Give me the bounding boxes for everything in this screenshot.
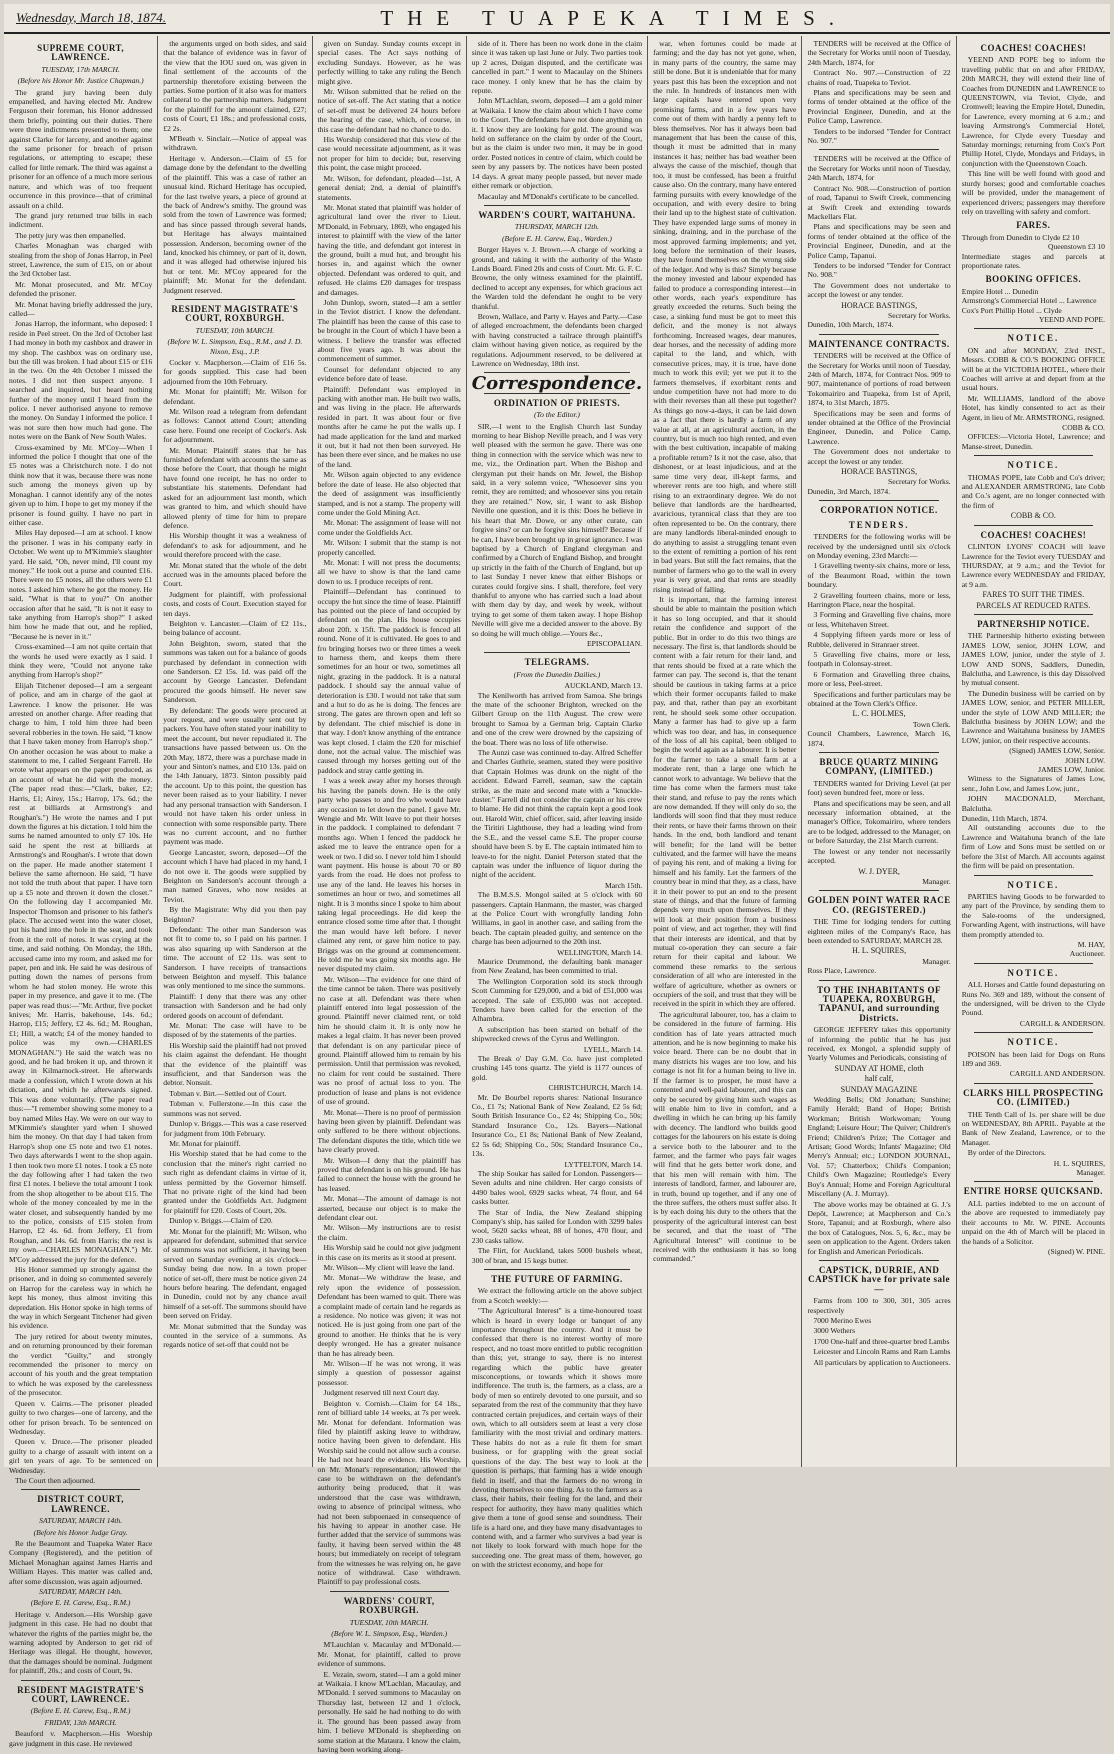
- office-line: Armstrong's Commercial Hotel ... Lawrence: [961, 296, 1097, 306]
- column-5: [648, 36, 802, 1467]
- divider: [819, 500, 938, 501]
- tender-item: 2 Gravelling fourteen chains, more or less, Harrington Place, near the hospital.: [807, 590, 951, 609]
- tender-notice: TENDERS will be received at the Office of the Secretary for Works until noon of Tuesday, 24th March, 1874, for: [807, 39, 951, 67]
- tender-notice: Plans and specifications may be seen and forms of tender obtained at the office of the Provincial Engineer, Dunedin, and at the Police Camp, Lawrence.: [807, 88, 951, 126]
- divider: [974, 614, 1093, 615]
- ad-heading: GOLDEN POINT WATER RACE CO. (REGISTERED.): [807, 895, 951, 915]
- article-paragraph: His Worship said the plaintiff had not proved his claim against the defendant. He thought that the evidence of the plaintiff was insufficient, and that Sanderson was the debtor. Nonsuit.: [163, 1040, 307, 1088]
- article-paragraph: Counsel for defendant objected to any evidence before date of lease.: [317, 364, 461, 384]
- article-paragraph: The jury retired for about twenty minutes, and on returning pronounced by their foreman the verdict "Guilty," and strongly recommended the prisoner to mercy on account of his youth and the great temptation to which he was exposed by the carelessness of the prosecutor.: [9, 1331, 153, 1398]
- notice-date: Dunedin, 11th March, 1874.: [961, 814, 1048, 824]
- section-heading: WARDENS' COURT, ROXBURGH.: [343, 1595, 435, 1616]
- article-paragraph: His Worship thought it was a weakness of defendant's to ask for adjournment, and he would therefore proceed with the case.: [163, 531, 307, 560]
- article-paragraph: Mr. Monat stated that plaintiff was holder of agricultural land over the river to Lieut. M'Donald, in February, 1869, who engaged his interest to plaintiff with the view of the latter having the title, and defendant got interest in the ground, built a mud hut, and brought his horses in, and against which the owner objected. Defendant was ordered to quit, and refused. He claims £20 damages for trespass and damages.: [317, 202, 461, 297]
- signature-name: (Signed) JAMES LOW, Senior.: [1009, 746, 1105, 756]
- office-line: Empire Hotel ... Dunedin: [961, 286, 1039, 296]
- section-heading: RESIDENT MAGISTRATE'S COURT, ROXBURGH.: [171, 303, 299, 324]
- tender-notice: Specifications and further particulars may be obtained at the Town Clerk's Office.: [807, 689, 951, 708]
- article-paragraph: John M'Lachlan, sworn, deposed—I am a gold miner at Waikaia. I know the claim about which I have come to the Court. The defendants have not done anything on it. I know they are looking for gold. The ground was held on sufferance on the claim by order of the Court, but as the claim is under two men, it may be in good order. Posted notices in centre of claim, which could be seen by any passers by. The notices have been posted 14 days. A great many people passed, but never made either remark or objection.: [471, 96, 643, 191]
- tender-notice: Contract No. 907.—Construction of 22 chains of road, Tuapeka to Teviot.: [807, 68, 951, 87]
- article-paragraph: "The Agricultural Interest" is a time-honoured toast which is heard in every lodge or banquet of any importance throughout the country. And it must be confessed that there is no interest worthy of more respect, and no toast more entitled to public recognition than this; yet, strange to say, there is no interest regarding which the public have greater misconceptions, or towards which it shows more indifference. The truth is, the farmers, as a class, are a body of men so entirely devoted to one pursuit, and so separated from the rest of the community that they have contracted certain prejudices, and certain ways of their own, which to all outsiders seem at least a very close familiarity with the most trivial and ordinary matters. These habits do not as a rule fit them for smart business, or for grappling with the great social questions of the day. The best way to look at the question is perhaps, that farming has a wide enough field in itself, and that the farmers do no wrong in devoting themselves to one thing. As to the farmers as a class, their habits, their feeling for the land, and their respect for authority, they have many qualities which give them a tone of good sense and soundness. Their life is a hard one, and they have many disadvantages to contend with, and a farmer who survives a bad year is not likely to look forward with much hope for the succeeding one. The great mass of them, however, go on with the strictest economy, and hope for: [471, 1306, 643, 1570]
- section-heading: WARDEN'S COURT, WAITAHUNA.: [478, 209, 636, 220]
- ad-heading: COACHES! COACHES!: [980, 43, 1087, 53]
- article-paragraph: Cross-examined—I am not quite certain that the words he used were exactly as I said. I think they were, "Could not anyone take anything from Harrop's shop?": [9, 642, 153, 680]
- article-paragraph: The Star of India, the New Zealand shipping Company's ship, has sailed for London with 3299 bales wool, 5620 sacks wheat, 88 of hones, 470 flour, and 230 casks tallow.: [471, 1207, 643, 1245]
- newspaper-page: [4, 4, 1110, 1754]
- ad-heading: NOTICE.: [1007, 879, 1060, 890]
- section-date: SATURDAY, MARCH 14th.: [39, 1516, 123, 1526]
- ad-text: YEEND AND POPE beg to inform the travelling public that on and after FRIDAY, 20th MARCH, they will extend their line of Coaches from DUNEDIN and LAWRENCE to QUEENSTOWN, via Teviot, Clyde, and Cromwell; leaving the Empire Hotel, Dunedin, for Lawrence, every morning at 6 a.m.; and leaving Armstrong's Commercial Hotel, Lawrence, for Clyde every Tuesday and Saturday mornings; returning from Cox's Port Phillip Hotel, Clyde, Mondays and Fridays, in conjunction with the Queenstown Coach.: [961, 55, 1105, 168]
- article-paragraph: Beighton v. Cornish.—Claim for £4 18s., rent of billiard table 14 weeks, at 7s per week. Mr. Monat for defendant. Information was filed by plaintiff asking leave to withdraw, notice having been given to defendant. His Worship said he could not allow such a course. He had not heard the evidence. His Worship, on Mr. Monat's representation, allowed the case to be withdrawn on the defendant's authority being produced, that it was understood that the case was withdrawn, owing to absence of principal witness, who had not been subpoenaed in consequence of his having to appear in another case. He further added that the service of summons was faulty, it having been served within the 48 hours; but immediately on receipt of telegram from the witnesses he was relying on, he gave notice of withdrawal. Case withdrawn. Plaintiff to pay professional costs.: [317, 1398, 461, 1587]
- column-1: [4, 36, 158, 1748]
- article-paragraph: Plaintiff: Defendant was employed in packing with another man. He built two walls, and was living in the place. He afterwards resided in part. It was about four or five months after he came he put the walls up. I had made application for the land and marked it out, but it had not then been surveyed. He has been there ever since, and he makes no use of the land.: [317, 384, 461, 469]
- ad-text: All outstanding accounts due to the Lawrence and Waitahuna branch of the late firm of Low and Sons must be settled on or before the 31st of March. All accounts against the firm will be paid on presentation.: [961, 823, 1105, 871]
- tender-notice: Specifications may be seen and forms of tender obtained at the Office of the Provincial Engineer, Dunedin, and Police Camp, Lawrence.: [807, 408, 951, 446]
- tender-item: 5 Gravelling five chains, more or less, footpath in Colonsay-street.: [807, 649, 951, 669]
- article-paragraph: Mr. Wilson—My client will leave the land.: [323, 1263, 455, 1272]
- article-paragraph: Mr. Monat—There is no proof of permission having been given by plaintiff. Defendant was only suffered to be there without objections. The defendant disputes the title, which title we have clearly proved.: [317, 1107, 461, 1155]
- article-paragraph: Defendant: The other man Sanderson was not fit to come to, so I paid on his partner. I was also squaring up with Sanderson at the time. The account of £2 11s. was sent to Sanderson. I have receipts of transactions between Beighton and myself. This balance was only mentioned to me since the summons.: [163, 924, 307, 991]
- article-paragraph: Mr. Monat having briefly addressed the jury, called—: [9, 299, 153, 318]
- divider: [974, 1181, 1093, 1182]
- article-paragraph: Mr. Monat for the plaintiff; Mr. Wilson, who appeared for defendant, submitted that service of summons was not sufficient, it having been served on Saturday evening at six o'clock—Sunday being due now. In a town proper notice of set-off, there must be notice given 24 hours before hearing. The defendant, engaged in Dunedin, could not by any chance avail himself of a set-off. The summons should have been served on Friday.: [163, 1226, 307, 1321]
- article-paragraph: Mr. Monat for plaintiff; Mr. Wilson for defendant.: [163, 387, 307, 406]
- ad-text: By order of the Directors.: [967, 1148, 1046, 1158]
- signature-title: Manager.: [1076, 1168, 1105, 1178]
- section-subheading: (Before W. L. Simpson, Esq., R.M., and J. D. Nixon, Esq., J.P.: [167, 337, 303, 356]
- letter-signature: EPISCOPALIAN.: [586, 638, 643, 648]
- article-paragraph: The Court then adjourned.: [15, 1475, 96, 1485]
- section-subheading: (From the Dunedin Dailies.): [513, 669, 601, 679]
- section-date: FRIDAY, 13th MARCH.: [44, 1717, 117, 1727]
- signature-name: JAMES LOW, Junior.: [1038, 765, 1105, 775]
- dateline: WELLINGTON, March 14.: [557, 947, 643, 957]
- tender-notice: TENDERS wanted for Driving Level (at per foot) seven hundred feet, more or less.: [807, 778, 951, 798]
- article-paragraph: Dunlop v. Briggs.—This was a case reserved for judgment from 10th February.: [163, 1119, 307, 1138]
- ad-item: 1700 One-half and three-quarter bred Lambs: [813, 1336, 950, 1346]
- article-paragraph: Cross-examined by Mr. M'Coy—When I informed the police I thought that one of the £5 notes was a Christchurch note. I do not think now that it was, because there was none such among the moneys given up by Monaghan. I cannot identify any of the notes given up to him. I hope to get my money if the prisoner is found guilty. I have no part in either case.: [9, 442, 153, 527]
- tender-notice: Contract No. 908.—Construction of portion of road, Tapanui to Swift Creek, commencing at Swift Creek and extending towards Mackellars Flat.: [807, 183, 951, 221]
- article-paragraph: war, when fortunes could be made at farming; and the day has not yet gone, when, in many parts of the country, the same may still be done. But it is undeniable that for many years past this has been the exception and not the rule. In hundreds of instances men with large capitals have entered upon very promising farms, and in a few years have come out of them with hardly a penny left to bless themselves. Nor has it always been bad management that has been the cause of this, though it must be admitted that in many instances it has; neither has bad weather been always the cause of the mischief, though that too, it must be confessed, has been a fruitful cause also. On the contrary, many have entered farming pursuits with every knowledge of the occupation, and with every desire to bring their land up to the highest state of cultivation. They have expended large sums of money in sinking, draining, and in the purchase of the most approved farming implements; and yet, long before the termination of their leases, they have found themselves on the wrong side of the ledger. And why is this? Simply because the money invested and labour expended has failed to produce a corresponding interest—in other words, each year's expenditure has greatly exceeded the returns. Such being the case, a sinking fund must be got to meet this deficit, and the money is not always forthcoming. Increased wages, dear manures, dear horses, and the necessity of adding more capital to the land, and which, with consecutive prices, may, it is true, have done much to work this evil; yet we put it to the farmers themselves, if exorbitant rents and undue competition have not had more to do with their reverses than all these put together? As things go now-a-days, it can be laid down as a fact that there is hardly a farm of any value at all, at an agricultural auction, in the country, but is much too high rented, and even with the best cultivation, incapable of making a profitable return? Is it not the case, also, that dishonest, or at least injudicious, and at the same time very dear, ill-kept farms, and wherever rents are too high, and where still rising to an extraordinary degree. We do not believe that landlords are the hardhearted, avaricious, tyrannical class that they are too often represented to be. On the contrary, there are many landlords liberal-minded enough to do anything to assist a struggling tenant even to the extent of remitting a portion of his rent in bad years. But still the fact remains, that the number of farmers who go to the wall in every year is very great, and that rents are steadily rising instead of falling.: [653, 39, 797, 594]
- signature-name: HORACE BASTINGS,: [841, 467, 918, 477]
- article-paragraph: The petty jury was then empanelled.: [15, 230, 126, 240]
- ad-text: THE Tenth Call of 1s. per share will be due on WEDNESDAY, 8th APRIL. Payable at the Bank of New Zealand, Lawrence, or to the Manager.: [961, 1109, 1105, 1147]
- fare-line: Through from Dunedin to Clyde £2 10: [961, 232, 1080, 242]
- signature-name: L. C. HOLMES,: [852, 709, 906, 719]
- divider: [21, 1680, 140, 1681]
- ad-heading: CAPSTICK, DURRIE, AND CAPSTICK have for private sale—: [808, 1264, 950, 1294]
- ad-item: FARES TO SUIT THE TIMES.: [982, 590, 1085, 600]
- ad-text: The above works may be obtained at G. J.'s Depôt, Lawrence; at Macpherson and Co.'s Store, Tapanui; and at Roxburgh, where also the box of Catalogues, Nos. 5, 6, &c., may be seen on application to the Agent. Orders taken for English and American Periodicals.: [807, 1199, 951, 1256]
- divider: [819, 334, 938, 335]
- ad-heading: TENDERS.: [848, 519, 910, 530]
- signature-name: COBB & CO.: [1010, 511, 1056, 521]
- signature-name: W. J. DYER,: [858, 866, 900, 876]
- article-paragraph: the arguments urged on both sides, and said that the balance of evidence was in favor of the view that the IOU sued on, was given in final settlement of the accounts of the partnership theretofore existing between the parties. Some portion of it also was for matters collateral to the partnership matters. Judgment for the plaintiff for the amount claimed, £27; costs of Court, £1 18s.; and professional costs, £2 2s.: [163, 39, 307, 133]
- divider: [974, 328, 1093, 329]
- article-paragraph: Mr. Monat: Plaintiff states that he has furnished defendant with accounts the same as those before the Court, that though he might have found one receipt, he has no order to substantiate his statements. Defendant had asked for an adjournment last month, which was granted to him, and which should have allowed plenty of time for him to prepare defence.: [163, 445, 307, 530]
- section-heading: SUPREME COURT, LAWRENCE.: [37, 43, 125, 63]
- divider: [819, 149, 938, 150]
- article-paragraph: The Break o' Day G.M. Co. have just completed crushing 145 tons quartz. The yield is 1177 ounces of gold.: [471, 1054, 643, 1082]
- article-paragraph: Dunlop v. Briggs.—Claim of £20.: [169, 1216, 273, 1226]
- signature-title: Manager.: [922, 956, 951, 966]
- divider: [819, 980, 938, 981]
- section-subheading: (Before E. H. Carew, Esq., R.M.): [30, 1706, 131, 1716]
- tender-notice: Tenders to be indorsed "Tender for Contract No. 908.": [807, 260, 951, 280]
- article-paragraph: Beighton v. Lancaster.—Claim of £2 11s., being balance of account.: [163, 618, 307, 638]
- section-date: SATURDAY, MARCH 14th.: [39, 1587, 123, 1596]
- ad-text: The Dunedin business will be carried on by JAMES LOW, senior, and PETER MILLER, under the style of LOW AND MILLER; the Balclutha business by JOHN LOW; and the Lawrence and Waitahuna business by JAMES LOW, junior, on their respective accounts.: [961, 688, 1105, 745]
- ad-heading: MAINTENANCE CONTRACTS.: [808, 338, 950, 349]
- divider: [819, 1260, 938, 1261]
- article-paragraph: M'Lauchlan v. Macaulay and M'Donald.—Mr. Monat, for plaintiff, called to prove evidence of summons.: [317, 1640, 461, 1669]
- tender-notice: The Government does not undertake to accept the lowest or any tender.: [807, 280, 951, 300]
- column-4: [467, 36, 648, 1570]
- article-paragraph: Beauford v. Macpherson.—His Worship gave judgment in this case. He reviewed: [9, 1729, 153, 1748]
- signature-name: H. L. SQUIRES,: [852, 946, 907, 956]
- ad-text: Wedding Bells; Old Jonathan; Sunshine; Family Herald; Band of Hope; British Workman; British Workwoman; Young England; Leisure Hour; The Quiver; Children's Friend; Children's Prize; The Cottager and Artisan; Good Words; Infants' Magazine; Old Merry's Annual; etc.; LONDON JOURNAL, Vol. 57; Chatterbox; Child's Companion; Child's Own Magazine; Routledge's Every Boy's Annual; Home and Foreign Agricultural Miscellany (A. J. Murray).: [807, 1095, 951, 1199]
- tender-item: 4 Supplying fifteen yards more or less of Rubble, delivered in Stranraer street.: [807, 630, 951, 649]
- ad-item: SUNDAY AT HOME, cloth: [834, 1063, 924, 1073]
- article-paragraph: Mr. Monat stated that the whole of the debt accrued was in the amounts placed before the Court.: [163, 560, 307, 589]
- section-heading: RESIDENT MAGISTRATE'S COURT, LAWRENCE.: [17, 1684, 145, 1705]
- article-paragraph: Heritage v. Anderson.—His Worship gave judgment in this case. He had no doubt that whatever the rights of the parties might be, the warning adopted by Anderson to get rid of Heritage was illegal. He thought, however, that the damages should be nominal. Judgment for plaintiff, 20s.; and costs of Court, 9s.: [9, 1609, 153, 1676]
- article-paragraph: The Kenilworth has arrived from Samoa. She brings the mate of the schooner Brighton, wrecked on the Gilbert Group on the 11th August. The crew were brought to Samoa by a German brig. Captain Clarke and one of the crew were drowned by the capsizing of the boat. There was no loss of life otherwise.: [471, 690, 643, 747]
- signature-name: YEEND AND POPE.: [1038, 314, 1105, 324]
- article-paragraph: Heritage v. Anderson.—Claim of £5 for damage done by the defendant to the dwelling of the plaintiff. This was a case of rather an unusual kind. Richard Heritage has occupied, for the last twelve years, a piece of ground at the back of Andrew's smithy. The ground was sold from the town of Lawrence was formed; and has since passed through several hands, but Heritage has always maintained possession. Anderson, becoming owner of the land, knocked his chimney, or part of it, down, and it was alleged had otherwise injured his hut or tent. Mr. M'Coy appeared for the plaintiff; Mr. Monat for the defendant. Judgment reserved.: [163, 153, 307, 295]
- ad-text: PARTIES having Goods to be forwarded to any part of the Province, by sending them to the Sale-rooms of the undersigned, Forwarding Agent, with instructions, will have them promptly attended to.: [961, 891, 1105, 939]
- ad-heading: NOTICE.: [1007, 967, 1060, 978]
- article-paragraph: We extract the following article on the above subject from a Scotch weekly:—: [471, 1286, 643, 1305]
- article-paragraph: Mr. Wilson—The evidence for one third of the time cannot be taken. There was positively no case at all. Defendant was there when plaintiff entered into legal possession of the ground. Plaintiff never claimed rent, or told him he should claim it. It is only now he makes a legal claim. It has never been proved that defendant is on any particular piece of ground. Plaintiff allowed him to remain by his permission. Until that permission was revoked, no claim for rent could be sustained. There was no proof of actual loss to you. The production of lease and plans is not evidence of use of ground.: [317, 974, 461, 1107]
- article-paragraph: Mr. Monat for plaintiff.: [169, 1138, 241, 1148]
- divider: [819, 890, 938, 891]
- section-date: TUESDAY, 10th MARCH.: [349, 1617, 429, 1627]
- article-paragraph: The ship Soukar has sailed for London. Passengers—Seven adults and nine children. Her cargo consists of 4490 bales wool, 6929 sacks wheat, 74 flour, and 64 casks butter.: [471, 1168, 643, 1207]
- signature-title: Secretary for Works.: [887, 310, 951, 320]
- article-paragraph: Mr. Wilson—If he was not wrong, it was simply a question of possessor against possessor.: [317, 1359, 461, 1387]
- ad-text: THOMAS POPE, late Cobb and Co's driver; and ALEXANDER ARMSTRONG, late Cobb and Co.'s agent, are no longer connected with the firm of: [961, 472, 1105, 510]
- tender-item: 1 Gravelling twenty-six chains, more or less, of the Beaumont Road, within the town boundary.: [807, 561, 951, 590]
- article-paragraph: His Worship stated that he had come to the conclusion that the miner's right carried no such right as defendant claims in virtue of it, unless permitted by the Governor himself. That no private right of the kind had been granted under the Goldfields Act. Judgment for plaintiff for £20. Costs of Court, 20s.: [163, 1149, 307, 1215]
- ad-item: PARCELS AT REDUCED RATES.: [976, 600, 1091, 610]
- ad-text: THE Partnership hitherto existing between JAMES LOW, senior, JOHN LOW, and JAMES LOW, junior, under the style of J. LOW AND SONS, Saddlers, Dunedin, Balclutha, and Lawrence, is this day Dissolved by mutual consent.: [961, 631, 1105, 688]
- divider: [819, 752, 938, 753]
- article-paragraph: Maurice Drummond, the defaulting bank manager from New Zealand, has been committed to trial.: [471, 956, 643, 976]
- article-paragraph: By defendant: The goods were procured at your request, and were usually sent out by packers. You have often stated your inability to meet the account, but never repudiated it. The transactions have passed between us. On the 20th May, 1872, there was a purchase made in your and Sinton's names, and £10 13s. paid on the 14th January, 1873. Sinton possibly paid the account. Up to this point, the question has never been raised as to your liability. I never had any personal transaction with Sanderson. I would not have taken his order unless in connection with some responsible party. There was no current account, and no further payment was made.: [163, 705, 307, 847]
- article-paragraph: Jonas Harrop, the informant, who deposed: I reside in Peel street. On the 3rd of October last I had money in both my cashbox and drawer in my shop. The cashbox was on ordinary use, but the till was broken. I had about £15 or £16 in the two. On the 4th October I missed the notes. I did not then suspect anyone. I searched and inquired, but heard nothing further of the money until I heard from the police. I never authorised anyone to remove the money. On Sunday I informed the police. I was not sure then how much had gone. The notes were on the Bank of New South Wales.: [9, 319, 153, 442]
- divider: [974, 1032, 1093, 1033]
- tender-notice: Plans and specifications may be seen and forms of tender obtained at the office of the Provincial Engineer, Dunedin, and at the Police Camp, Tapanui.: [807, 222, 951, 260]
- signature-name: (Signed) W. PINE.: [1048, 1246, 1105, 1256]
- ad-item: 7000 Merino Ewes: [813, 1315, 872, 1325]
- article-paragraph: His Honor summed up strongly against the prisoner, and in doing so commented severely on Harrop for the careless way in which he kept his money, thus almost inviting this depredation. His Honor spoke in high terms of the way in which Sergeant Titchener had given his evidence.: [9, 1265, 153, 1331]
- column-3: [313, 36, 467, 1754]
- ad-text: ON and after MONDAY, 23rd INST., Messrs. COBB & CO.'S BOOKING OFFICE will be at the VICTORIA HOTEL, where their Coaches will arrive at and depart from at the usual hours.: [961, 345, 1105, 393]
- article-paragraph: The Flirt, for Auckland, takes 5000 bushels wheat, 300 of bran, and 15 kegs butter.: [471, 1246, 643, 1265]
- ad-heading: FARES.: [1016, 220, 1051, 231]
- ad-heading: NOTICE.: [1007, 460, 1060, 471]
- correspondence-heading: Correspondence.: [471, 373, 643, 395]
- tender-item: 6 Formation and Gravelling three chains, more or less, Peel-street.: [807, 669, 951, 689]
- letter-heading: ORDINATION OF PRIESTS.: [493, 397, 621, 408]
- signature-name: COBB & CO.: [1062, 423, 1105, 433]
- tender-notice: The Government does not undertake to accept the lowest or any tender.: [807, 447, 951, 466]
- article-paragraph: E. Vezain, sworn, stated—I am a gold miner at Waikaia. I know M'Lachlan, Macaulay, and M'Donald. I served summons to Macaulay on Thursday last, between 12 and 1 o'clock, personally. He said he had nothing to do with it. The ground has been passed away from him. I believe M'Donald is shepherding on some station at the Mataura. I know the claim, having been working along-: [317, 1669, 461, 1754]
- article-paragraph: Tobman v. Birt.—Settled out of Court.: [169, 1088, 287, 1098]
- letter-subheading: (To the Editor.): [534, 410, 580, 420]
- office-line: Cox's Port Phillip Hotel ... Clyde: [961, 305, 1062, 315]
- masthead: [4, 4, 1110, 34]
- divider: [974, 1083, 1093, 1084]
- ad-heading: BRUCE QUARTZ MINING COMPANY, (LIMITED.): [819, 757, 939, 777]
- ad-text: GEORGE JEFFERY takes this opportunity of informing the public that he has just received, ex Mongol, a splendid supply of Yearly Volumes and Periodicals, consisting of: [807, 1025, 951, 1063]
- fare-line: Queenstown £3 10: [1048, 242, 1105, 252]
- article-paragraph: Mr. Wilson again objected to any evidence before the date of lease. He also objected that the deed of assignment was insufficiently stamped, and is not a stamp. The property will come under the Gold Mining Act.: [317, 470, 461, 517]
- article-paragraph: Judgment for plaintiff, with professional costs, and costs of Court. Execution stayed for ten days.: [163, 589, 307, 618]
- article-paragraph: John Dunlop, sworn, stated—I am a settler in the Teviot district. I know the defendant. The plaintiff has been the cause of this case to be brought in the Court of which I have been a witness. I believe the transfer was effected about five years ago. It was about the commencement of summer.: [317, 297, 461, 364]
- article-paragraph: Re the Beaumont and Tuapeka Water Race Company (Registered), and the petition of Michael Monaghan against James Harris and William Hayes. This matter was called and, after some discussion, was again adjourned.: [9, 1538, 153, 1586]
- article-paragraph: The agricultural labourer, too, has a claim to be considered in the future of farming. His condition has of late years attracted much attention, and he is now beginning to make his voice heard. There can be no doubt that in many districts his wages are too low, and his cottage is not fit for a human being to live in. If the farmer is to prosper, he must have a contented and well-paid labourer, and this can only be secured by giving him such wages as will enable him to live in comfort, and a dwelling in which he can bring up his family with decency. The landlord who builds good cottages for the labourers on his estate is doing a service both to the labourer and to the farmer, and the farmer who pays fair wages will find that he gets better work done, and that his men will remain with him. The interests of landlord, farmer, and labourer are, in truth, bound up together, and if any one of the three suffers, the others must suffer also. It is by each doing his duty to the others that the prosperity of the agricultural interest can best be secured, and that the toast of "The Agricultural Interest" will continue to be received with the enthusiasm it has so long commanded.": [653, 1009, 797, 1264]
- section-date: TUESDAY, 10th MARCH.: [195, 325, 275, 335]
- article-paragraph: Mr. Monat: The case will have to be disposed of by the statements of the parties.: [163, 1021, 307, 1040]
- ad-text: Witness to the Signatures of James Low, senr., John Low, and James Low, junr.,: [961, 774, 1105, 793]
- tender-notice: Tenders to be indorsed "Tender for Contract No. 907.": [807, 126, 951, 146]
- section-heading: DISTRICT COURT, LAWRENCE.: [37, 1494, 125, 1514]
- signature-name: H. L. SQUIRES,: [1053, 1158, 1105, 1168]
- section-subheading: (Before E. H. Carew, Esq., Warden.): [502, 233, 612, 243]
- ad-item: Leicester and Lincoln Rams and Ram Lambs: [813, 1347, 951, 1357]
- section-subheading: (Before E. H. Carew, Esq., R.M.): [30, 1598, 131, 1608]
- ad-item: 3000 Wethers: [813, 1326, 856, 1336]
- article-paragraph: His Worship said he could not give judgment in this case on its merits as it stood at present.: [317, 1243, 461, 1262]
- article-paragraph: By the Magistrate: Why did you then pay Beighton?: [163, 905, 307, 924]
- ad-heading: NOTICE.: [1007, 333, 1060, 344]
- signature-name: CARGILL AND ANDERSON.: [1009, 1069, 1105, 1079]
- ad-text: This line will be well found with good and sturdy horses; good and comfortable coaches will be provided, under the management of experienced drivers; passengers may therefore rely on travelling with safety and comfort.: [961, 169, 1105, 216]
- article-paragraph: Mr. Wilson—My instructions are to resist the claim.: [317, 1223, 461, 1242]
- article-paragraph: side of it. There has been no work done in the claim since it was taken up last June or July. Two parties took up 2 acres, Duigan disputed, and the certificate was cancelled in part." I went to Macaulay on the Shiners race money. I only knew that he has the claim by repute.: [471, 39, 643, 96]
- column-7: [957, 36, 1110, 1467]
- section-subheading: (Before W. L. Simpson, Esq., Warden.): [331, 1629, 448, 1639]
- ad-text: ALL Horses and Cattle found depasturing on Runs No. 369 and 189, without the consent of the undersigned, will be driven to the Clyde Pound.: [961, 980, 1105, 1018]
- section-date: TUESDAY, 17th MARCH.: [41, 64, 120, 74]
- notice-date: Dunedin, 10th March, 1874.: [807, 320, 894, 330]
- divider: [484, 1269, 630, 1270]
- article-paragraph: Mr. De Bourbel reports shares: National Insurance Co., £1 7s; National Bank of New Zealand, £2 5s 6d; South British Insurance Co., £2 4s; Shipping Co., 50s; Standard Insurance Co., 12s. Bayers—National Insurance Co., £1 8s; National Bank of New Zealand, £2 5s 6d; Shipping Co., 50s; Standard Insurance Co., 13s.: [471, 1092, 643, 1159]
- tender-notice: TENDERS will be received at the Office of the Secretary for Works until noon of Tuesday, 24th of March, 1874, for Contract Nos. 909 to 907, maintenance of portions of road between Tokomairiro and Tuapeka, from 1st of April, 1874, to 31st March, 1875.: [807, 351, 951, 408]
- signature-title: Secretary for Works.: [887, 477, 951, 487]
- ad-item: SUNDAY MAGAZINE: [840, 1084, 918, 1094]
- letter-paragraph: SIR,—I went to the English Church last Sunday morning to hear Bishop Neville preach, and I was very well pleased with the sermon he gave. There was one thing in connection with the service which was new to me, viz., the Ordination part. When the Bishop and clergyman put their hands on Mr. Jewel, the Bishop said, in a very solemn voice, "Whosoever sins you remit, they are remitted; and whosoever sins you retain they are retained." Now, sir, I want to ask Bishop Neville one question, and it is this: Does he believe in his heart that Mr. Dowe, or any other curate, can forgive sins? or can he forgive sins himself? Because if he can, I have been brought up in great ignorance. I was baptised by a Church of England clergyman and confirmed by a Church of England Bishop, and brought up strictly in the faith of the Church of England, but up to last Sunday I never knew that either Bishops or curates could forgive sins. I shall, therefore, feel very thankful to anyone who has carried such a load about with them day by day, and week by week, without trying to get some of them taken away. I hope Bishop Neville will give me a decided answer to the above. By so doing he will much oblige.—Yours &c.,: [471, 421, 643, 638]
- divider: [974, 455, 1093, 456]
- notice-date: Ross Place, Lawrence.: [807, 966, 877, 976]
- signature-name: M. HAY,: [1077, 939, 1105, 949]
- article-paragraph: M'Beath v. Sinclair.—Notice of appeal was withdrawn.: [163, 134, 307, 153]
- signature-name: HORACE BASTINGS,: [841, 300, 918, 310]
- dateline: AUCKLAND, March 13.: [564, 681, 643, 691]
- divider: [484, 205, 630, 206]
- ad-heading: TO THE INHABITANTS OF TUAPEKA, ROXBURGH, TAPANUI, and surrounding Districts.: [817, 984, 941, 1023]
- ad-item: half calf,: [864, 1074, 894, 1084]
- dateline: LYELL, March 14.: [583, 1044, 643, 1054]
- ad-text: OFFICES:—Victoria Hotel, Lawrence; and Manse-street, Dunedin.: [961, 432, 1105, 451]
- article-paragraph: Mr. Monat prosecuted, and Mr. M'Coy defended the prisoner.: [9, 279, 153, 299]
- article-paragraph: It is important, that the farming interest should be able to maintain the position which it has so long occupied, and that it should retain the confidence and support of the public. But in order to do this two things are necessary. The first is, that landlords should be content with a fair return for their land, and that rents should be fixed at a rate which the farmer can pay. The second is, that the tenant should be cautious in taking farms at a price which their former occupants failed to make pay, and that, rather than pay an exorbitant rent, he should seek some other occupation. Many a farmer has had to give up a farm which was too dear, and has, in consequence of the loss of all his capital, been obliged to begin the world again as a labourer. It is better for the farmer to take a small farm at a moderate rent, than a large one which he cannot work to advantage. We believe that the time has come when the farmers must take their stand, and refuse to pay the rents which are now demanded. If they will only do so, the landlords will soon find that they must reduce their rents, or have their farms thrown on their hands. In the end, both landlord and tenant will benefit; for the land will be better cultivated, and the farmer will have the means of paying his rent, and of making a living for himself and his family. Let the farmers of the country bear in mind that they, as a class, have it in their power to put an end to the present state of things, and that the future of farming depends very much upon themselves. If they will look at their position from a business point of view, and act together, they will find that their interests are identical, and that by mutual co-operation they can secure a fair return for their capital and labour. We commend these remarks to the serious consideration of all who are interested in the welfare of agriculture, whether as owners or occupiers of the soil, and trust that they will be received in the spirit in which they are offered.: [653, 594, 797, 1009]
- dateline: CHRISTCHURCH, March 14.: [548, 1083, 643, 1093]
- article-paragraph: Miles Hay deposed—I am at school. I know the prisoner. I was in his company early in October. We went up to M'Kimmie's slaughter yard. He said, "Oh, never mind, I'll count my money." He took out a purse and counted £16. There were no £5 notes, all the others were £1 notes. I asked him where he got the money. He said, "What is that to you?" On another occasion after that he said, "It is not it easy to take anything from Harrop's shop?" I asked him how he made that out, and he replied, "Because he is never in it.": [9, 528, 153, 641]
- notice-date: Council Chambers, Lawrence, March 16, 1874.: [807, 729, 951, 748]
- article-paragraph: Mr. Monat—The amount of damage is not asserted, because our object is to make the defendant clear out.: [317, 1194, 461, 1222]
- signature-title: Town Clerk.: [912, 719, 951, 729]
- article-paragraph: John Beighton, sworn, stated that the summons was taken out for a balance of goods purchased by defendant in connection with one Sanderson. £2 15s. 1d. was paid off the account by George Lancaster. Defendant procured the goods himself. He never saw Sanderson.: [163, 638, 307, 705]
- divider: [21, 1489, 140, 1490]
- article-paragraph: His Worship considered that this view of the case would necessitate adjournment, as it was not proper for him to decide; but, reserving this point, the case might proceed.: [317, 135, 461, 173]
- article-paragraph: Plaintiff—Defendant has continued to occupy the hut since the time of lease. Plaintiff has pointed out the piece of land occupied by defendant on the plan. His house occupies about 20ft. x 15ft. The paddock is fenced all round. None of it is cultivated. He goes to and fro bringing horses two or three times a week to harness them, and keeps them there sometimes for an hour or two, sometimes all night, grazing in the paddock. It is a natural paddock. I should say the annual value of deterioration is £30. I would not take that sum and a hut to do as he is doing. The fences are strong. The gates are thrown open and left so by defendant. The chief mischief is done in that way. I don't know anything of the entrance was kept closed. I claim the £20 for mischief done, not the actual value. The mischief was caused through my horses getting out of the paddock and stray cattle getting in.: [317, 587, 461, 775]
- article-paragraph: Mr. Monat submitted that the Sunday was counted in the service of a summons. As regards notice of set-off that could not be: [163, 1321, 307, 1350]
- newspaper-title: THE TUAPEKA TIMES.: [380, 5, 848, 30]
- article-paragraph: Mr. Wilson submitted that he relied on the notice of set-off. The Act stating that a notice of set-off must be delivered 24 hours before the hearing of the case, which, of course, in this case the defendant had no chance to do.: [317, 87, 461, 134]
- ad-heading: COACHES! COACHES!: [980, 529, 1087, 540]
- section-subheading: (Before his Honor Mr. Justice Chapman.): [17, 76, 144, 86]
- signature-title: Auctioneer.: [1069, 949, 1105, 959]
- ad-text: CLINTON LYONS' COACH will leave Lawrence for the Teviot every TUESDAY and THURSDAY, at 9 a.m.; and the Teviot for Lawrence every WEDNESDAY and FRIDAY, at 9 a.m.: [961, 542, 1105, 589]
- article-paragraph: Macaulay and M'Donald's certificate to be cancelled.: [477, 191, 639, 201]
- article-paragraph: Cocker v. Macpherson.—Claim of £16 5s. for goods supplied. This case had been adjourned from the 10th February.: [163, 358, 307, 386]
- article-paragraph: I was a week away after my horses through his having the panels down. He is the only party who passes to and fro who would have any occasion to let down the panel. I gave Mr. Wengie and Mr. Wilt leave to put their horses in the paddock. I complained to defendant 7 months ago. When I fenced the paddock he asked me to leave the entrance open for a week or two. I did so. I never told him I should want payment. His house is about 70 or 80 yards from the road. He does not profess to use any of the land. He leaves his horses in sometimes an hour or two, and sometimes all night. It is 3 months since I spoke to him about taking legal proceedings. He did keep the entrance closed some time after that. I thought the man would have left before. I never claimed any rent, or gave him notice to pay. Briggs was on the ground at commencement. He told me he was going six months ago. He never disputed my claim.: [317, 776, 461, 974]
- dateline: March 15th.: [605, 880, 643, 890]
- columns: [4, 36, 1110, 1754]
- notice-date: Dunedin, 3rd March, 1874.: [807, 486, 891, 496]
- tender-item: 3 Forming and Gravelling five chains, more or less, Whitehaven Street.: [807, 610, 951, 629]
- ad-text: POISON has been laid for Dogs on Runs 189 and 369.: [961, 1049, 1105, 1068]
- ad-text: Mr. WILLIAMS, landlord of the above Hotel, has kindly consented to act as their Agent, in lieu of Mr. ARMSTRONG, resigned.: [961, 393, 1105, 422]
- article-paragraph: Mr. Monat: The assignment of lease will not come under the Goldfields Act.: [317, 518, 461, 537]
- article-paragraph: Mr. Wilson—I deny that the plaintiff has proved that defendant is on his ground. He has failed to connect the house with the ground he has leased.: [317, 1155, 461, 1193]
- dateline: LYTTELTON, March 14.: [564, 1159, 643, 1169]
- signature-name: CARGILL & ANDERSON.: [1019, 1018, 1105, 1028]
- tender-notice: Plans and specifications may be seen, and all necessary information obtained, at the manager's Office, Tokomairiro, where tenders are to be lodged, addressed to the Manager, on or before Saturday, the 21st March current.: [807, 798, 951, 846]
- ad-text: All particulars by application to Auctioneers.: [813, 1357, 951, 1367]
- article-paragraph: Tobman v. Fullerstone.—In this case the summons was not served.: [163, 1099, 307, 1118]
- tender-notice: TENDERS will be received at the Office of the Secretary for Works until noon of Tuesday, 24th March, 1874, for: [807, 154, 951, 183]
- ad-heading: BOOKING OFFICES.: [985, 274, 1082, 285]
- section-date: THURSDAY, MARCH 12th.: [514, 222, 600, 232]
- article-paragraph: A subscription has been started on behalf of the shipwrecked crews of the Cyrus and Wellington.: [471, 1024, 643, 1044]
- issue-date: Wednesday, March 18, 1874.: [16, 10, 166, 25]
- article-paragraph: Plaintiff: I deny that there was any other transaction with Sanderson and he had only ordered goods on account of defendant.: [163, 991, 307, 1020]
- article-paragraph: Elijah Titchener deposed—I am a sergeant of police, and am in charge of the gaol at Lawrence. I know the prisoner. He was arrested on another charge. After reading that charge to him, I told him three had been several robberies in the town. He said, "I know that I have taken money from Harrop's shop." On another occasion he was about to make a statement to me, I called Sergeant Farrell. He wrote what appears on the paper produced, as an account of what he did with the money. (The paper read thus:—"Clark, baker, £2; Harris, £1; Airey, 15s.; Harrop, 17s. 6d.; the rest at billiards at Armstrong's and Roughan's.") He wrote the names and I put down the figures at his dictation. I told him the sums he named amounted to only £7 10s. He said he spent the rest at billiards at Armstrong's and Roughan's. I wrote that down on the paper. He made another statement I believe the same afternoon. He said, "I have not told the truth about that paper. I have torn up a £5 note and thrown it down the closet." On the following day I accompanied Mr. Inspector Thomson and prisoner to his father's place. The accused went into the water closet, put his hand into the hole in the seat, and took from it the roll of notes. It was crying at the time, and said nothing. On Monday, the 18th, accused came into my room, and asked me for paper, pen and ink. He said he was desirous of putting down the names of persons from whom he had stolen money. He wrote this paper in my presence, and gave it to me. (The paper was read thus:—"Mr. Arthur, five pocket knives; Mr. Harris, bakehouse, 14s. 6d.; Harrop, £15; Jeffery, £2 4s. 6d.; M. Roughan, £1; Hill, a watch; £4 of the money handed to police was my own.—CHARLES MONAGHAN.") He said the watch was no good, and he had broken it up, and thrown it away in Kilmarnock-street. He afterwards made a confession, which I wrote down at his dictation, and which he afterwards signed. This was done voluntarily. (The paper read thus:—"I remember showing some money to a boy named Miles Hay. We were on our way to M'Kimmie's slaughter yard when I showed him the money. On that day I had taken from Harrop's shop one £5 note and two £1 notes. Two days afterwards I went to the shop again. I then took two more £1 notes. I took a £5 note the day following after I had taken the two first £1 notes. I believe the total amount I took from the shop altogether to be about £15. The whole of the money concealed by me in the water closet, and subsequently handed by me to the police, consists of £15 stolen from Harrop, £2 4s. 6d. from Jeffery, £1 from Roughan, and 14s. 6d. from Harris; the rest is my own.—CHARLES MONAGHAN.") Mr. M'Coy addressed the jury for the defence.: [9, 680, 153, 1264]
- signature-title: Manager.: [922, 876, 951, 886]
- section-heading: TELEGRAMS.: [524, 657, 590, 668]
- article-paragraph: Mr. Wilson: I submit that the stamp is not properly cancelled.: [317, 538, 461, 557]
- article-paragraph: Queen v. Cairns.—The prisoner pleaded guilty to two charges—one of larceny, and the other for prison breach. To be sentenced on Wednesday.: [9, 1398, 153, 1436]
- divider: [974, 525, 1093, 526]
- column-2: [158, 36, 312, 1467]
- article-paragraph: Judgment reserved till next Court day.: [323, 1388, 440, 1398]
- ad-heading: CORPORATION NOTICE.: [820, 505, 938, 516]
- tender-notice: TENDERS for the following works will be received by the undersigned until six o'clock on Monday evening, 23rd March:—: [807, 532, 951, 560]
- ad-heading: NOTICE.: [1007, 1037, 1060, 1048]
- tender-notice: The lowest or any tender not necessarily accepted.: [807, 846, 951, 866]
- article-paragraph: Mr. Monat—We withdraw the lease, and rely upon the evidence of possession. Defendant has been warned to quit. There was a complaint made of certain land he regards as a residence. No notice was given; it was not noticed. He is just going from one part of the ground to another. He thinks that he is very deeply wronged. He has a greater nuisance than he has already been.: [317, 1273, 461, 1358]
- article-paragraph: The Wellington Corporation sold its stock through Scott Cumming for £29,000, and a bid of £51,000 was accepted. The sale of £35,000 was not accepted. Tenders have been called for the erection of the Alhambra.: [471, 976, 643, 1024]
- ad-text: JOHN MACDONALD, Merchant, Balclutha.: [961, 794, 1105, 813]
- divider: [175, 299, 294, 300]
- divider: [974, 875, 1093, 876]
- article-paragraph: Queen v. Druce.—The prisoner pleaded guilty to a charge of assault with intent on a girl ten years of age. To be sentenced on Wednesday.: [9, 1437, 153, 1475]
- ad-heading: CLARKS HILL PROSPECTING CO. (LIMITED.): [963, 1087, 1104, 1108]
- tender-notice: THE Time for lodging tenders for cutting eighteen miles of the Company's Race, has been extended to SATURDAY, MARCH 28.: [807, 917, 951, 945]
- article-paragraph: The B.M.S.S. Mongol sailed at 5 o'clock with 60 passengers. Captain Hanmann, the master, was charged at the Police Court with wrongfully landing John Williams, in gaol in another case, and sailing from the beach. The captain pleaded guilty, and sentence on the charge has been adjourned to the 20th inst.: [471, 890, 643, 947]
- signature-name: JOHN LOW.: [1065, 755, 1105, 765]
- ad-heading: PARTNERSHIP NOTICE.: [977, 618, 1090, 629]
- article-paragraph: Brown, Wallace, and Party v. Hayes and Party.—Case of alleged encroachment, the defendants been charged with having constructed a tailrace through plaintiff's claim without having given notice, as required by the regulations. Adjournment reserved, to be delivered at Lawrence on Wednesday, 18th inst.: [471, 311, 643, 368]
- article-paragraph: Burger Hayes v. J. Brown.—A charge of working a ground, and taking it with the authority of the Waste Lands Board. Fined 20s and costs of Court. Mr. G. F. C. Browne, the only witness examined for the plaintiff, declined to accept any expenses, for which gracious act the Warden told the defendant he ought to be very thankful.: [471, 245, 643, 311]
- article-paragraph: given on Sunday. Sunday counts except in special cases. The Act says nothing of excluding Sundays. However, as he was perfectly willing to take any ruling the Bench might give.: [317, 39, 461, 86]
- divider: [484, 652, 630, 653]
- ad-heading: ENTIRE HORSE QUICKSAND.: [963, 1186, 1103, 1197]
- divider: [974, 963, 1093, 964]
- divider: [330, 1591, 449, 1592]
- article-paragraph: The Aunzi case was continued to-day. Alfred Scheffer and Charles Guthrie, seamen, stated they were positive that Captain Holmes was drunk on the night of the accident. Edward Farrell, seaman, saw the captain strike, as the mate and second mate with a "knuckle-duster." Farrell did not consider the captain or his crew to blame. He did not think the captain kept a good look out. Harold Witt, chief officer, said, after leaving inside the Tiritiri Lighthouse, they had a leading wind from the S.E., and the vessel came S.E. The proper course should have been S. by E. The captain intimated him to leave-to for the night. Daniel Peterson stated that the captain was under the influence of liquor during the night of the accident.: [471, 748, 643, 880]
- article-paragraph: George Lancaster, sworn, deposed—Of the account which I have had placed in my hand, I do not owe it. The goods were supplied by Beighton on Sanderson's account through a man named Graves, who now resides at Teviot.: [163, 847, 307, 904]
- section-heading: THE FUTURE OF FARMING.: [491, 1273, 623, 1284]
- article-paragraph: Mr. Wilson, for defendant, pleaded—1st, A general denial; 2nd, a denial of plaintiff's statements.: [317, 173, 461, 202]
- ad-text: ALL parties indebted to me on account of the above are requested to immediately pay their accounts to Mr. W. PINE. Accounts unpaid on the 4th of March will be placed in the hands of a Solicitor.: [961, 1198, 1105, 1246]
- article-paragraph: Mr. Monat: I will not press the documents; all we have to show is that the land came down to us. I produce receipts of rent.: [317, 557, 461, 586]
- article-paragraph: Charles Monaghan was charged with stealing from the shop of Jonas Harrop, in Peel street, Lawrence, the sum of £15, on or about the 3rd October last.: [9, 241, 153, 279]
- section-subheading: (Before his Honor Judge Gray.: [33, 1527, 128, 1537]
- article-paragraph: Mr. Wilson read a telegram from defendant as follows: Cannot attend Court; attending case here. Found one receipt of Cocker's. Ask for adjournment.: [163, 407, 307, 445]
- article-paragraph: The grand jury having been duly empanelled, and having elected Mr. Andrew Ferguson their foreman, his Honor addressed them briefly, pointing out their duties. There were three indictments presented to them; one against Clarke for larceny, and another against the same prisoner for breach of prison regulations, or attempting to escape; these called for little remark. The third was against a prisoner for an offence of a much more serious nature, and which was of too frequent occurrence in this province—that of criminal assault on a child.: [9, 87, 153, 210]
- column-6: [802, 36, 956, 1467]
- article-paragraph: The grand jury returned true bills in each indictment.: [9, 210, 153, 230]
- fare-line: Intermediate stages and parcels at proportionate rates.: [961, 251, 1105, 270]
- ad-item: Farms from 100 to 300, 301, 305 acres respectively: [807, 1296, 951, 1315]
